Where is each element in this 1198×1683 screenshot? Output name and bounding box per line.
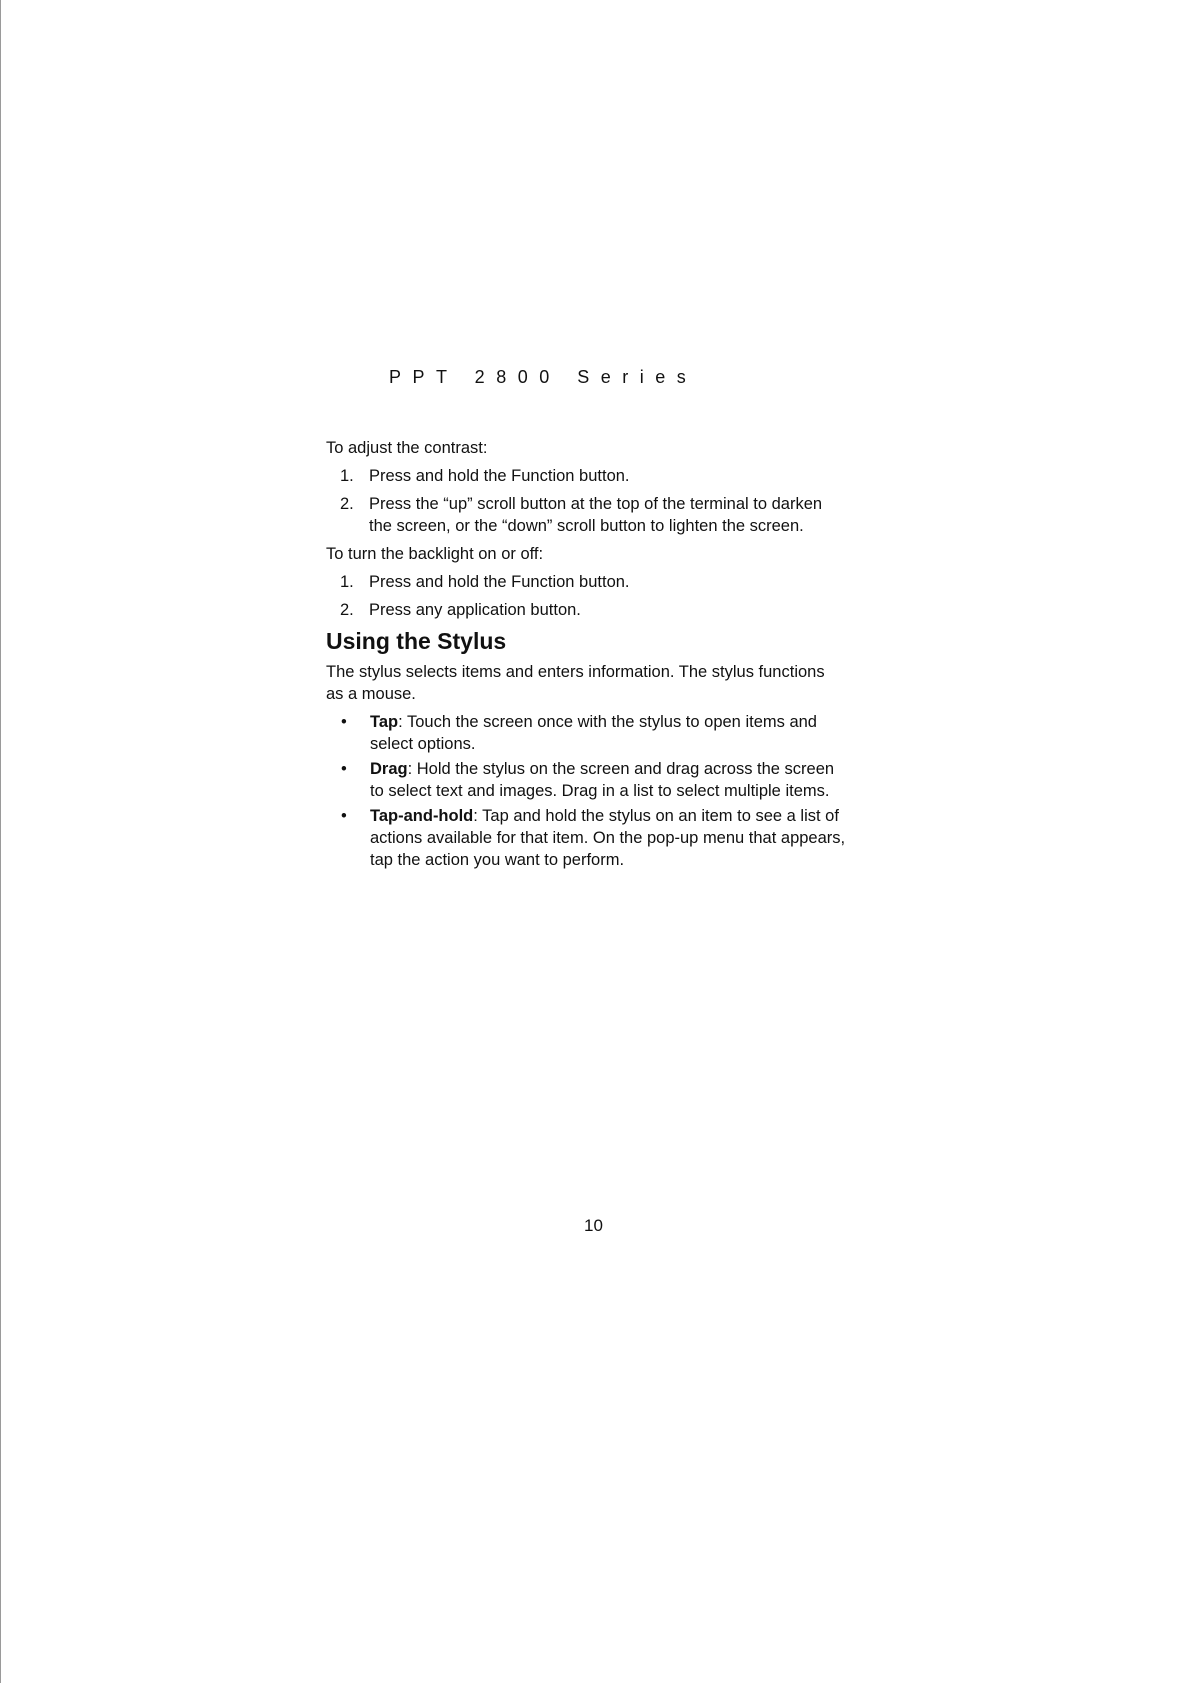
term-description: : Hold the stylus on the screen and drag across the screen to select text and images. Drag in a list to select multiple items. xyxy=(370,760,835,800)
contrast-step xyxy=(326,465,846,487)
list-item xyxy=(326,711,846,755)
step-number: 1. xyxy=(340,467,354,485)
step-number: 2. xyxy=(340,601,354,619)
step-text: Press any application button. xyxy=(369,601,581,619)
step-number: 2. xyxy=(340,495,354,513)
step-number: 1. xyxy=(340,573,354,591)
term-label: Drag xyxy=(370,760,408,778)
contrast-steps xyxy=(326,465,846,537)
list-item xyxy=(326,805,846,871)
step-text: Press and hold the Function button. xyxy=(369,573,630,591)
backlight-steps xyxy=(326,571,846,621)
stylus-actions-list xyxy=(326,711,846,871)
term-label: Tap xyxy=(370,713,399,731)
backlight-intro: To turn the backlight on or off: xyxy=(326,545,544,563)
backlight-step xyxy=(326,571,846,593)
contrast-intro: To adjust the contrast: xyxy=(326,439,488,457)
term-description: : Touch the screen once with the stylus to open items and select options. xyxy=(370,713,817,753)
stylus-intro: The stylus selects items and enters information. The stylus functions as a mouse. xyxy=(326,663,825,703)
bullet-marker: • xyxy=(341,713,347,731)
section-heading: Using the Stylus xyxy=(326,628,507,654)
step-text: Press the “up” scroll button at the top of the terminal to darken the screen, or the “down” scroll button to lighten the screen. xyxy=(369,495,823,535)
term-description: : Tap and hold the stylus on an item to see a list of actions available for that item. On the pop-up menu that appears, tap the action you want to perform. xyxy=(370,807,846,869)
term-label: Tap-and-hold xyxy=(370,807,474,825)
bullet-marker: • xyxy=(341,760,347,778)
step-text: Press and hold the Function button. xyxy=(369,467,630,485)
bullet-marker: • xyxy=(341,807,347,825)
page-number: 10 xyxy=(584,1216,603,1235)
running-header: PPT 2800 Series xyxy=(389,367,698,387)
list-item xyxy=(326,758,846,802)
contrast-step xyxy=(326,493,846,537)
backlight-step xyxy=(326,599,846,621)
page-content xyxy=(326,437,846,874)
